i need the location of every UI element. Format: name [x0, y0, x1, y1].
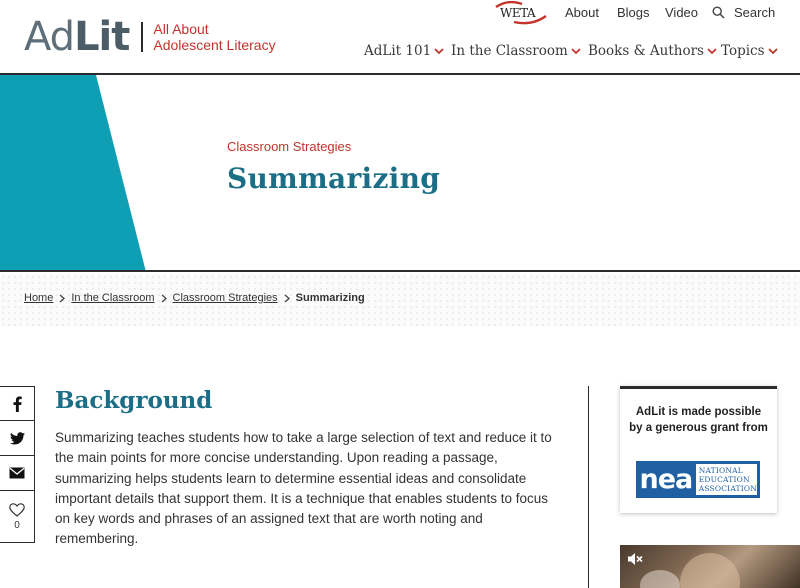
- share-rail: [0, 386, 35, 543]
- chevron-right-icon: [59, 294, 65, 303]
- chevron-right-icon: [161, 294, 167, 303]
- twitter-share-button[interactable]: [0, 421, 35, 456]
- heart-icon: [9, 503, 25, 517]
- logo-divider: [141, 22, 143, 52]
- chevron-right-icon: [284, 294, 290, 303]
- blogs-link[interactable]: Blogs: [617, 5, 650, 20]
- facebook-share-button[interactable]: [0, 386, 35, 421]
- weta-text: WETA: [500, 6, 536, 20]
- nea-subtitle: NATIONAL EDUCATION ASSOCIATION: [696, 464, 757, 495]
- nea-wordmark: nea: [639, 464, 693, 495]
- video-player[interactable]: [620, 545, 800, 588]
- content-divider: [588, 386, 589, 588]
- breadcrumb-classroom-strategies[interactable]: Classroom Strategies: [172, 292, 278, 304]
- nav-topics[interactable]: [721, 43, 778, 59]
- weta-logo[interactable]: [492, 1, 548, 25]
- sponsor-card: [620, 386, 777, 513]
- nav-adlit-101[interactable]: [364, 43, 444, 59]
- hero-accent-shape: [0, 75, 150, 272]
- nav-label: Books & Authors: [588, 43, 704, 59]
- breadcrumb-in-the-classroom[interactable]: In the Classroom: [71, 292, 155, 304]
- site-header: [0, 0, 800, 75]
- search-label: Search: [734, 5, 776, 20]
- email-share-button[interactable]: [0, 456, 35, 491]
- search-icon: [712, 6, 725, 19]
- nav-label: In the Classroom: [451, 43, 568, 59]
- like-count: 0: [14, 519, 20, 531]
- chevron-down-icon: [768, 47, 778, 55]
- about-link[interactable]: About: [565, 5, 599, 20]
- facebook-icon: [11, 396, 23, 412]
- like-button[interactable]: [0, 491, 35, 543]
- chevron-down-icon: [707, 47, 717, 55]
- chevron-down-icon: [434, 47, 444, 55]
- breadcrumb: [24, 292, 365, 304]
- search-button[interactable]: [712, 5, 775, 20]
- video-frame-detail: [680, 553, 740, 588]
- nea-logo[interactable]: [636, 461, 760, 498]
- breadcrumb-band: [0, 274, 800, 326]
- mute-icon[interactable]: [626, 550, 644, 568]
- twitter-icon: [10, 432, 25, 445]
- sponsor-text: AdLit is made possible by a generous grant from: [629, 406, 768, 434]
- nav-label: AdLit 101: [364, 43, 432, 59]
- email-icon: [9, 467, 25, 479]
- page-title: Summarizing: [227, 162, 441, 195]
- logo-wordmark: AdLit: [24, 14, 130, 60]
- chevron-down-icon: [571, 47, 581, 55]
- site-logo[interactable]: [24, 12, 276, 62]
- section-heading-background: Background: [55, 387, 213, 414]
- nav-in-the-classroom[interactable]: [451, 43, 581, 59]
- logo-tagline: All About Adolescent Literacy: [153, 21, 276, 53]
- nav-books-authors[interactable]: [588, 43, 717, 59]
- video-link[interactable]: Video: [665, 5, 699, 20]
- nav-label: Topics: [721, 43, 765, 59]
- breadcrumb-home[interactable]: Home: [24, 292, 54, 304]
- hero-kicker[interactable]: Classroom Strategies: [227, 139, 352, 154]
- page-hero: [0, 75, 800, 272]
- video-frame-detail: [640, 570, 680, 588]
- background-paragraph: Summarizing teaches students how to take a large selection of text and reduce it to the main points for more concise understanding. Upon reading a passage, summarizing helps students learn to determine essential ideas and consolidate important details that support them. It is a technique that enables students to focus on key words and phrases of an assigned text that are worth noting and remembering.: [55, 430, 552, 547]
- breadcrumb-current: Summarizing: [295, 292, 365, 304]
